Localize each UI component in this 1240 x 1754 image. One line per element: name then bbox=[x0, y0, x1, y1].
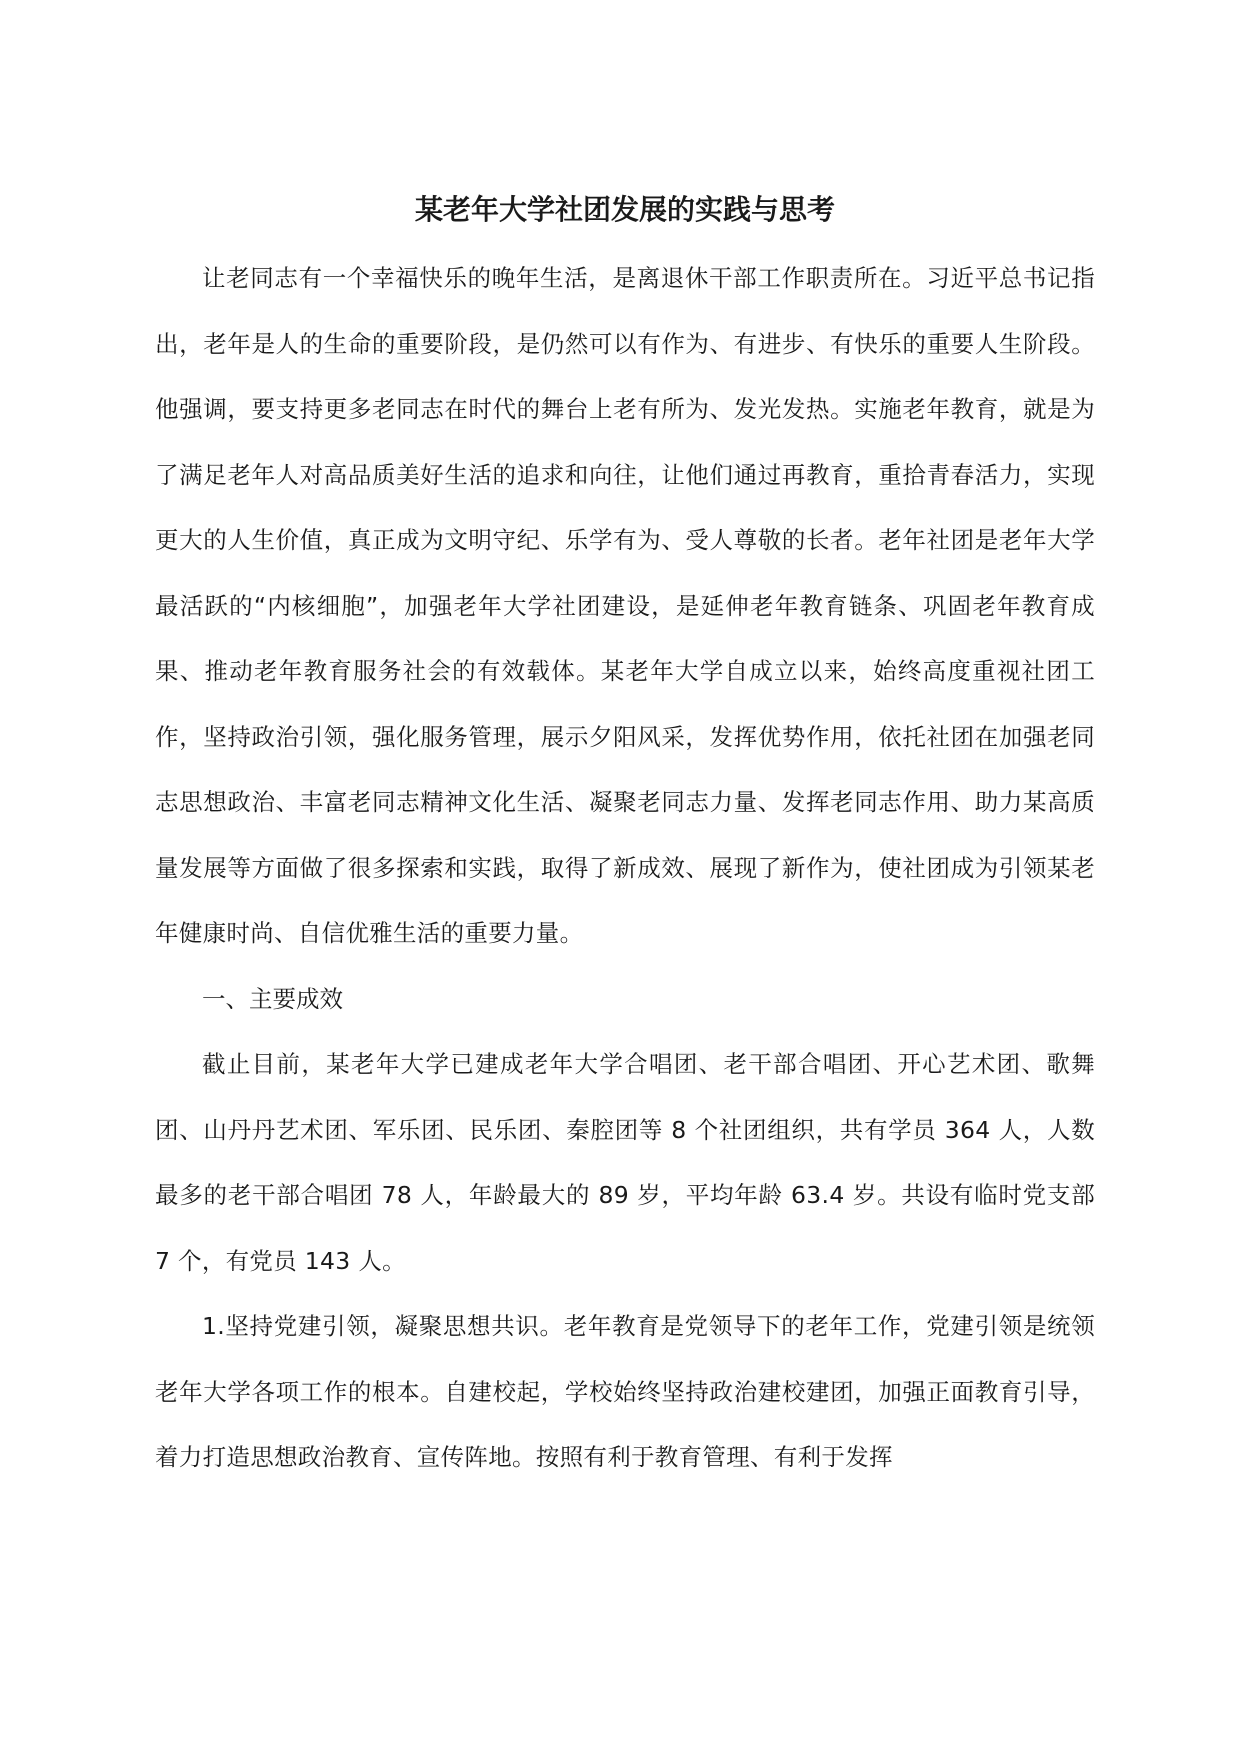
document-body bbox=[155, 190, 1095, 1491]
point-1-paragraph: 1.坚持党建引领，凝聚思想共识。老年教育是党领导下的老年工作，党建引领是统领老年大学各项工作的根本。自建校起，学校始终坚持政治建校建团，加强正面教育引导，着力打造思想政治教育、宣传阵地。按照有利于教育管理、有利于发挥 bbox=[155, 1312, 1095, 1471]
intro-paragraph: 让老同志有一个幸福快乐的晚年生活，是离退休干部工作职责所在。习近平总书记指出，老年是人的生命的重要阶段，是仍然可以有作为、有进步、有快乐的重要人生阶段。他强调，要支持更多老同志在时代的舞台上老有所为、发光发热。实施老年教育，就是为了满足老年人对高品质美好生活的追求和向往，让他们通过再教育，重拾青春活力，实现更大的人生价值，真正成为文明守纪、乐学有为、受人尊敬的长者。老年社团是老年大学最活跃的“内核细胞”，加强老年大学社团建设，是延伸老年教育链条、巩固老年教育成果、推动老年教育服务社会的有效载体。某老年大学自成立以来，始终高度重视社团工作，坚持政治引领，强化服务管理，展示夕阳风采，发挥优势作用，依托社团在加强老同志思想政治、丰富老同志精神文化生活、凝聚老同志力量、发挥老同志作用、助力某高质量发展等方面做了很多探索和实践，取得了新成效、展现了新作为，使社团成为引领某老年健康时尚、自信优雅生活的重要力量。 bbox=[155, 264, 1095, 947]
section-paragraph: 截止目前，某老年大学已建成老年大学合唱团、老干部合唱团、开心艺术团、歌舞团、山丹丹艺术团、军乐团、民乐团、秦腔团等 8 个社团组织，共有学员 364 人，人数最多的老干部合唱团 78 人，年龄最大的 89 岁，平均年龄 63.4 岁。共设有临时党支部 7 个，有党员 143 人。 bbox=[155, 1050, 1095, 1275]
section-heading: 一、主要成效 bbox=[202, 984, 343, 1013]
document-title: 某老年大学社团发展的实践与思考 bbox=[414, 193, 835, 226]
